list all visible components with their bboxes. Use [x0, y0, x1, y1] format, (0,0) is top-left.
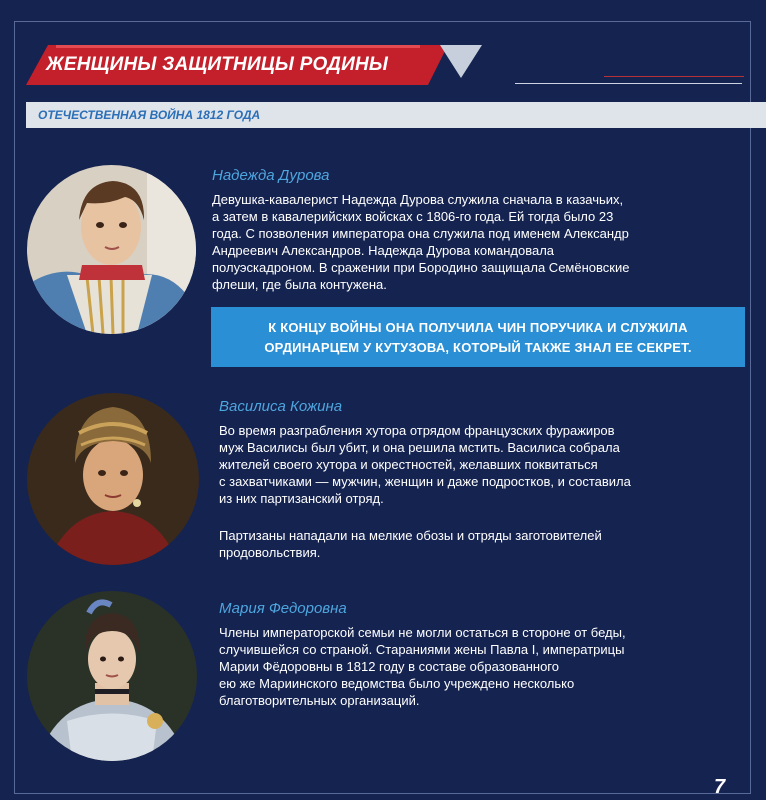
- section-text-durova: [212, 191, 629, 293]
- portrait-maria-fedorovna-icon: [27, 591, 197, 761]
- text-line: ею же Мариинского ведомства было учреждено несколько: [219, 676, 575, 691]
- text-line: года. С позволения императора она служила под именем Александр: [212, 226, 629, 241]
- text-line: Партизаны нападали на мелкие обозы и отряды заготовителей: [219, 528, 602, 543]
- decor-line-white: [515, 83, 742, 84]
- section-name-maria: Мария Федоровна: [219, 600, 347, 617]
- page-subtitle: ОТЕЧЕСТВЕННАЯ ВОЙНА 1812 ГОДА: [38, 108, 261, 122]
- text-line: благотворительных организаций.: [219, 693, 420, 708]
- section-name-kozhina: Василиса Кожина: [219, 398, 343, 415]
- text-line: муж Василисы был убит, и она решила мстить. Василиса собрала: [219, 440, 620, 455]
- text-line: флеши, где была контужена.: [212, 277, 387, 292]
- text-line: жителей своего хутора и окрестностей, желавших поквитаться: [219, 457, 598, 472]
- text-line: из них партизанский отряд.: [219, 491, 384, 506]
- section-name-durova: Надежда Дурова: [212, 167, 330, 184]
- section-text-kozhina-2: [219, 527, 602, 561]
- text-line: Девушка-кавалерист Надежда Дурова служила сначала в казачьих,: [212, 192, 624, 207]
- callout-line: ОРДИНАРЦЕМ У КУТУЗОВА, КОТОРЫЙ ТАКЖЕ ЗНАЛ ЕЕ СЕКРЕТ.: [264, 340, 692, 355]
- portrait-kozhina-icon: [27, 393, 199, 565]
- text-line: Члены императорской семьи не могли остаться в стороне от беды,: [219, 625, 626, 640]
- callout-box: [211, 307, 745, 367]
- page-title: ЖЕНЩИНЫ ЗАЩИТНИЦЫ РОДИНЫ: [46, 54, 389, 75]
- section-text-maria: [219, 624, 626, 709]
- callout-line: К КОНЦУ ВОЙНЫ ОНА ПОЛУЧИЛА ЧИН ПОРУЧИКА И СЛУЖИЛА: [268, 320, 688, 335]
- page-number: 7: [714, 776, 726, 798]
- text-line: Во время разграбления хутора отрядом французских фуражиров: [219, 423, 615, 438]
- text-line: Марии Фёдоровны в 1812 году в составе образованного: [219, 659, 559, 674]
- text-line: а затем в кавалерийских войсках с 1806-го года. Ей тогда было 23: [212, 209, 614, 224]
- text-line: продовольствия.: [219, 545, 321, 560]
- decor-line-red: [604, 76, 744, 77]
- text-line: случившейся со страной. Стараниями жены Павла I, императрицы: [219, 642, 625, 657]
- text-line: Андреевич Александров. Надежда Дурова командовала: [212, 243, 555, 258]
- portrait-durova-icon: [27, 165, 196, 334]
- text-line: с захватчиками — мужчин, женщин и даже подростков, и составила: [219, 474, 631, 489]
- text-line: полуэскадроном. В сражении при Бородино защищала Семёновские: [212, 260, 630, 275]
- section-text-kozhina: [219, 422, 631, 507]
